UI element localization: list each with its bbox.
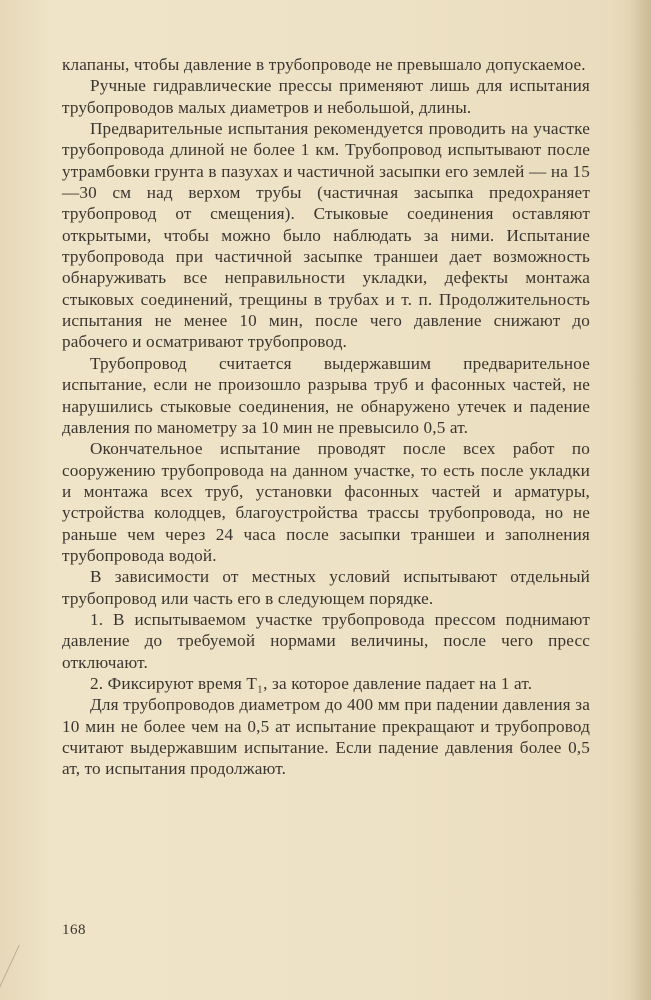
paragraph-4: Трубопровод считается выдержавшим предварительное испытание, если не произошло разрыва труб и фасонных частей, не нарушились стыковые соединения, не обнаружено утечек и падение давления по манометру за 10 мин не превысило 0,5 ат.: [62, 353, 590, 437]
page-edge-shadow: [629, 0, 651, 1000]
paragraph-9: Для трубопроводов диаметром до 400 мм при падении давления за 10 мин не более чем на 0,5 ат испытание прекращают и трубопровод считают выдержавшим испытание. Если падение давления более 0,5 ат, то испытания продолжают.: [62, 695, 590, 779]
paragraph-5: Окончательное испытание проводят после всех работ по сооружению трубопровода на данном участке, то есть после укладки и монтажа всех труб, установки фасонных частей и арматуры, устройства колодцев, благоустройства трассы трубопровода, но не раньше чем через 24 часа после засыпки траншеи и заполнения трубопровода водой.: [62, 439, 590, 565]
paragraph-6: В зависимости от местных условий испытывают отдельный трубопровод или часть его в следующем порядке.: [62, 567, 590, 608]
paragraph-1: клапаны, чтобы давление в трубопроводе не превышало допускаемое.: [62, 55, 586, 74]
paragraph-7: 1. В испытываемом участке трубопровода прессом поднимают давление до требуемой нормами величины, после чего пресс отключают.: [62, 609, 590, 672]
paragraph-8: 2. Фиксируют время T₁, за которое давление падает на 1 ат.: [90, 673, 533, 693]
page-number: 168: [62, 922, 86, 938]
paragraph-2: Ручные гидравлические прессы применяют лишь для испытания трубопроводов малых диаметров и небольшой, длины.: [62, 76, 590, 117]
body-text: [62, 54, 590, 780]
paragraph-3: Предварительные испытания рекомендуется проводить на участке трубопровода длиной не более 1 км. Трубопровод испытывают после утрамбовки грунта в пазухах и частичной засыпки его землей — на 15—30 см над верхом трубы (частичная засыпка предохраняет трубопровод от смещения). Стыковые соединения оставляют открытыми, чтобы можно было наблюдать за ними. Испытание трубопровода при частичной засыпке траншеи дает возможность обнаруживать все неправильности укладки, дефекты монтажа стыковых соединений, трещины в трубах и т. п. Продолжительность испытания не менее 10 мин, после чего давление снижают до рабочего и осматривают трубопровод.: [62, 119, 590, 352]
